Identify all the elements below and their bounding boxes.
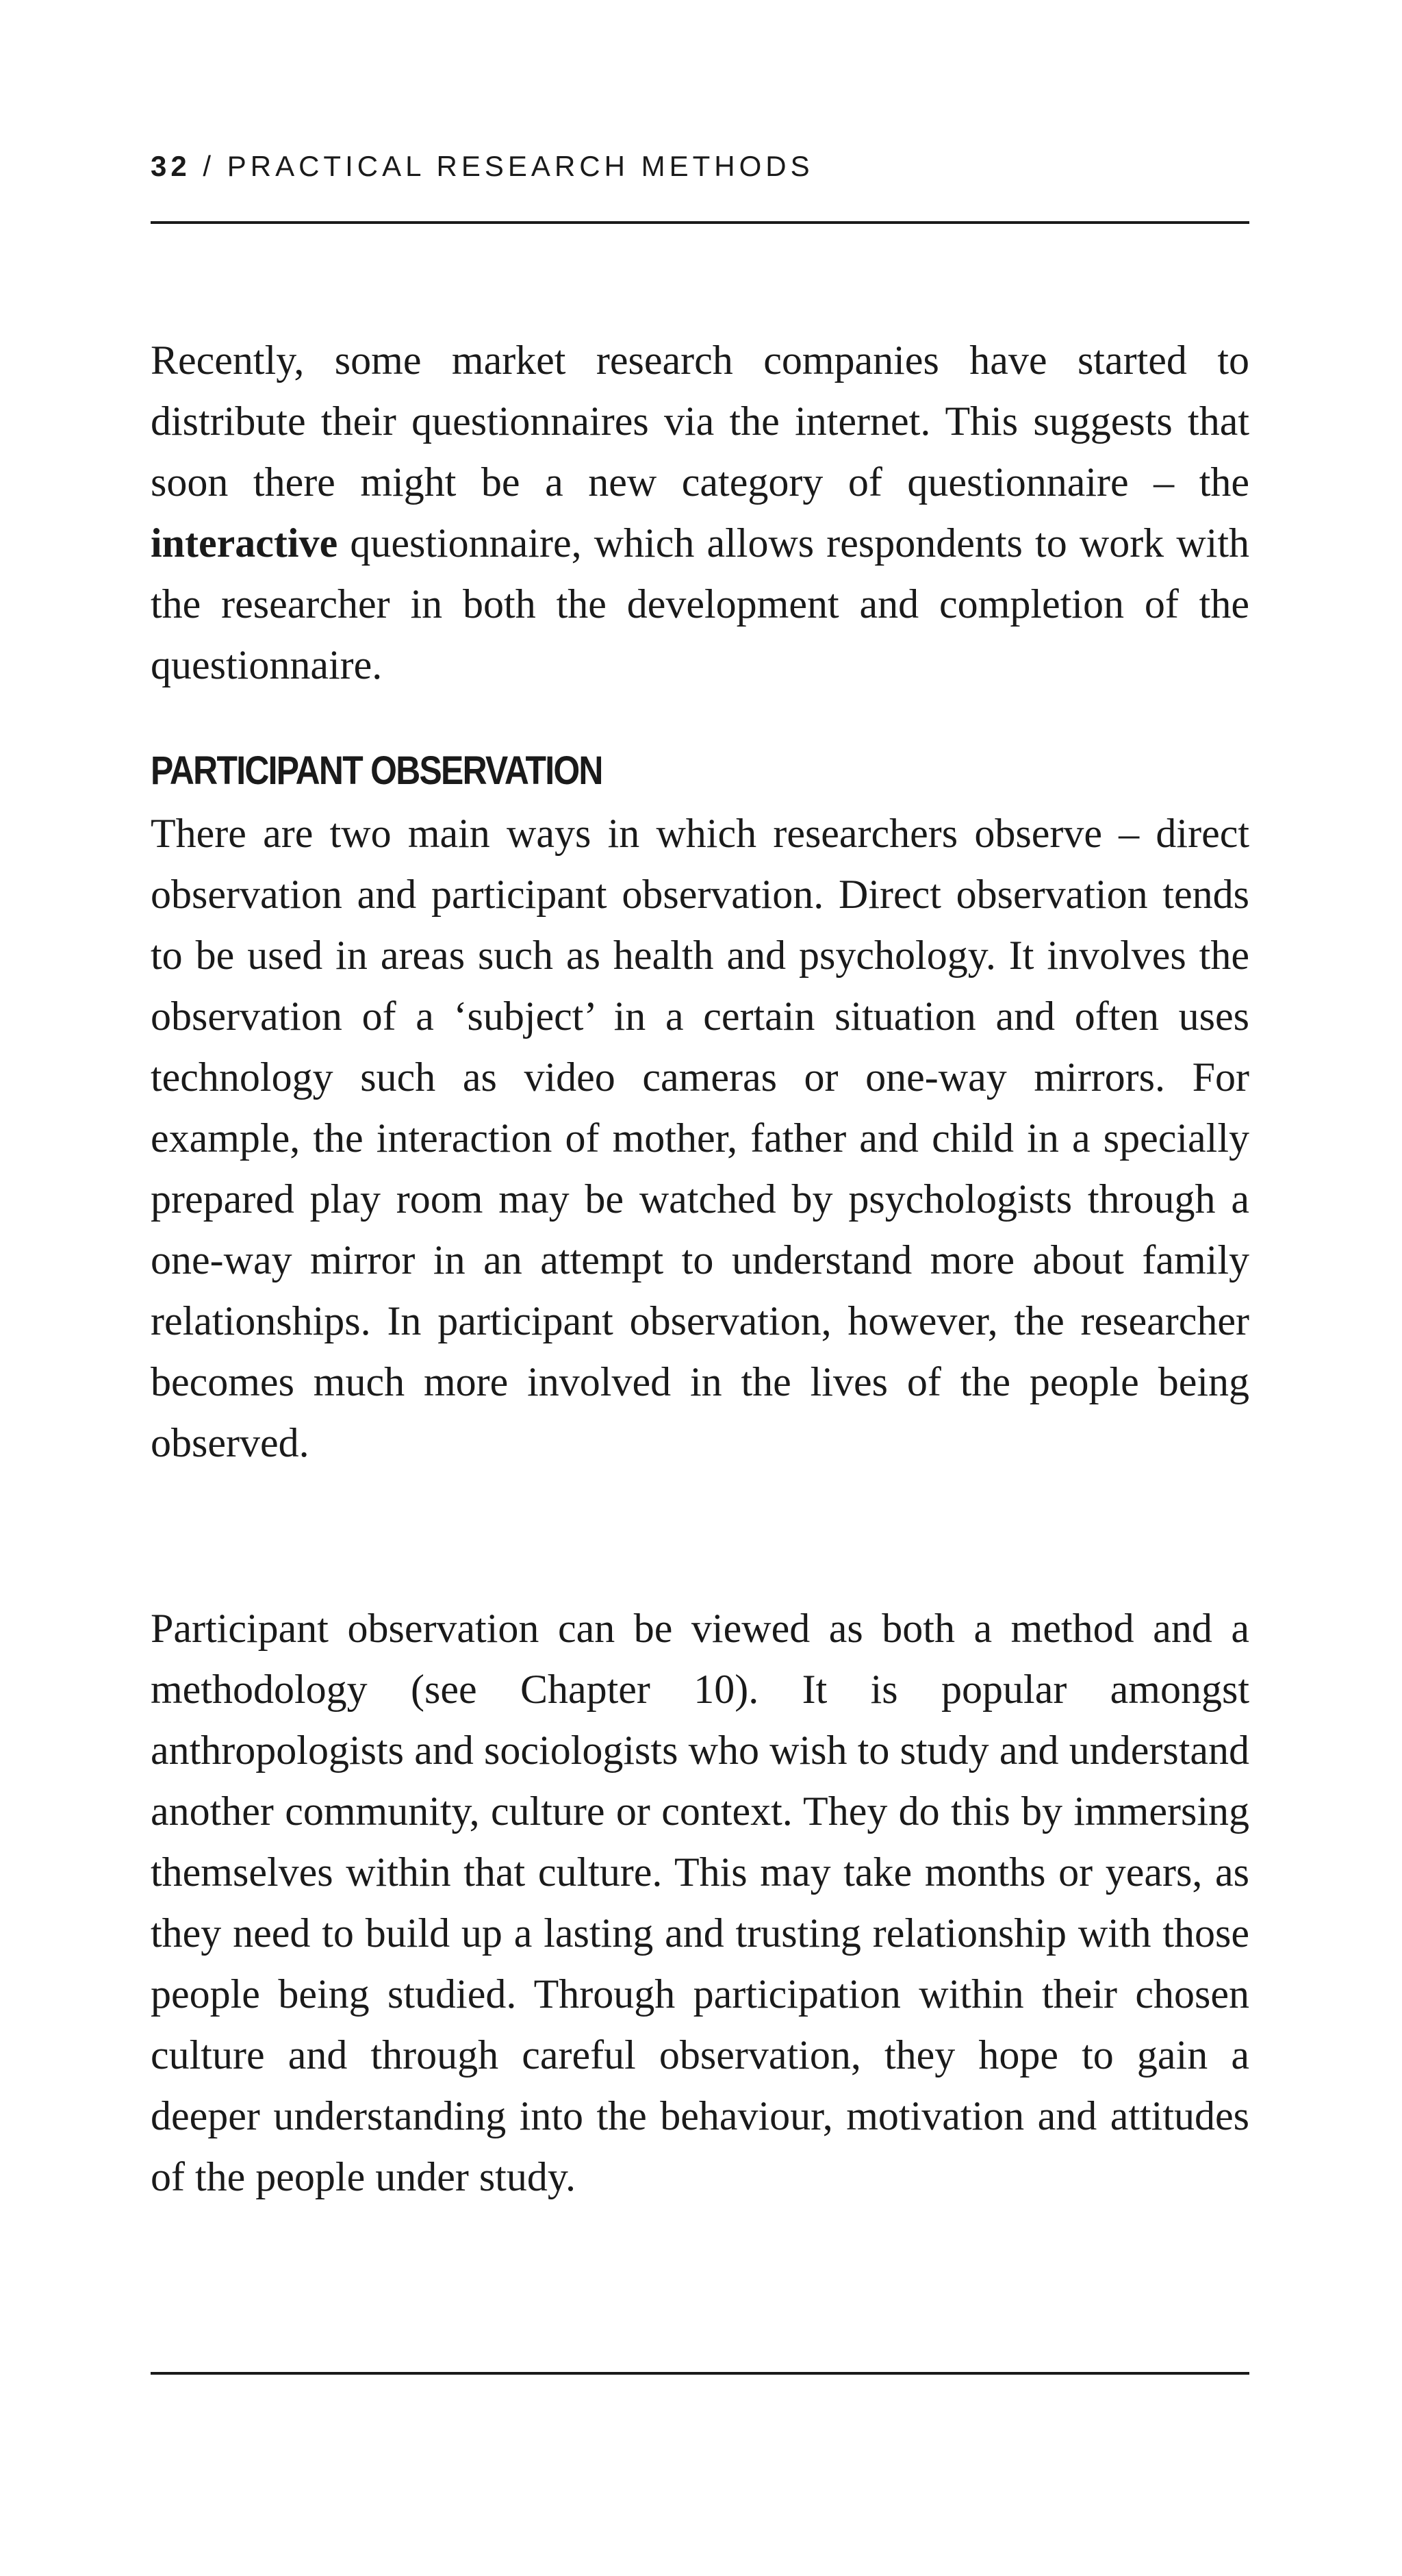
paragraph-participant-observation [151, 1598, 1249, 2208]
header-rule [151, 221, 1249, 224]
book-title: PRACTICAL RESEARCH METHODS [227, 150, 814, 182]
page-number: 32 [151, 150, 191, 182]
footer-rule [151, 2372, 1249, 2375]
paragraph-observation-types [151, 803, 1249, 1474]
emphasis-interactive: interactive [151, 520, 338, 566]
paragraph-text: questionnaire, which allows respondents to work with the researcher in both the development and completion of the questionnaire. [151, 520, 1249, 687]
running-head [151, 152, 814, 181]
running-head-separator: / [190, 150, 227, 182]
paragraph-text: Recently, some market research companies have started to distribute their questionnaires via the internet. This suggests that soon there might be a new category of questionnaire – the [151, 338, 1249, 505]
paragraph-text: Participant observation can be viewed as both a method and a methodology (see Chapter 10). It is popular amongst anthropologists and sociologists who wish to study and understand another community, culture or context. They do this by immersing themselves within that culture. This may take months or years, as they need to build up a lasting and trusting relationship with those people being studied. Through participation within their chosen culture and through careful observation, they hope to gain a deeper understanding into the behaviour, motivation and attitudes of the people under study. [151, 1606, 1249, 2199]
paragraph-text: There are two main ways in which researchers observe – direct observation and participant observation. Direct observation tends to be used in areas such as health and psychology. It involves the observation of a ‘subject’ in a certain situation and often uses technology such as video cameras or one-way mirrors. For example, the interaction of mother, father and child in a specially prepared play room may be watched by psychologists through a one-way mirror in an attempt to understand more about family relationships. In participant observation, however, the researcher becomes much more involved in the lives of the people being observed. [151, 811, 1249, 1465]
section-heading: PARTICIPANT OBSERVATION [151, 748, 602, 793]
paragraph-questionnaires [151, 330, 1249, 696]
